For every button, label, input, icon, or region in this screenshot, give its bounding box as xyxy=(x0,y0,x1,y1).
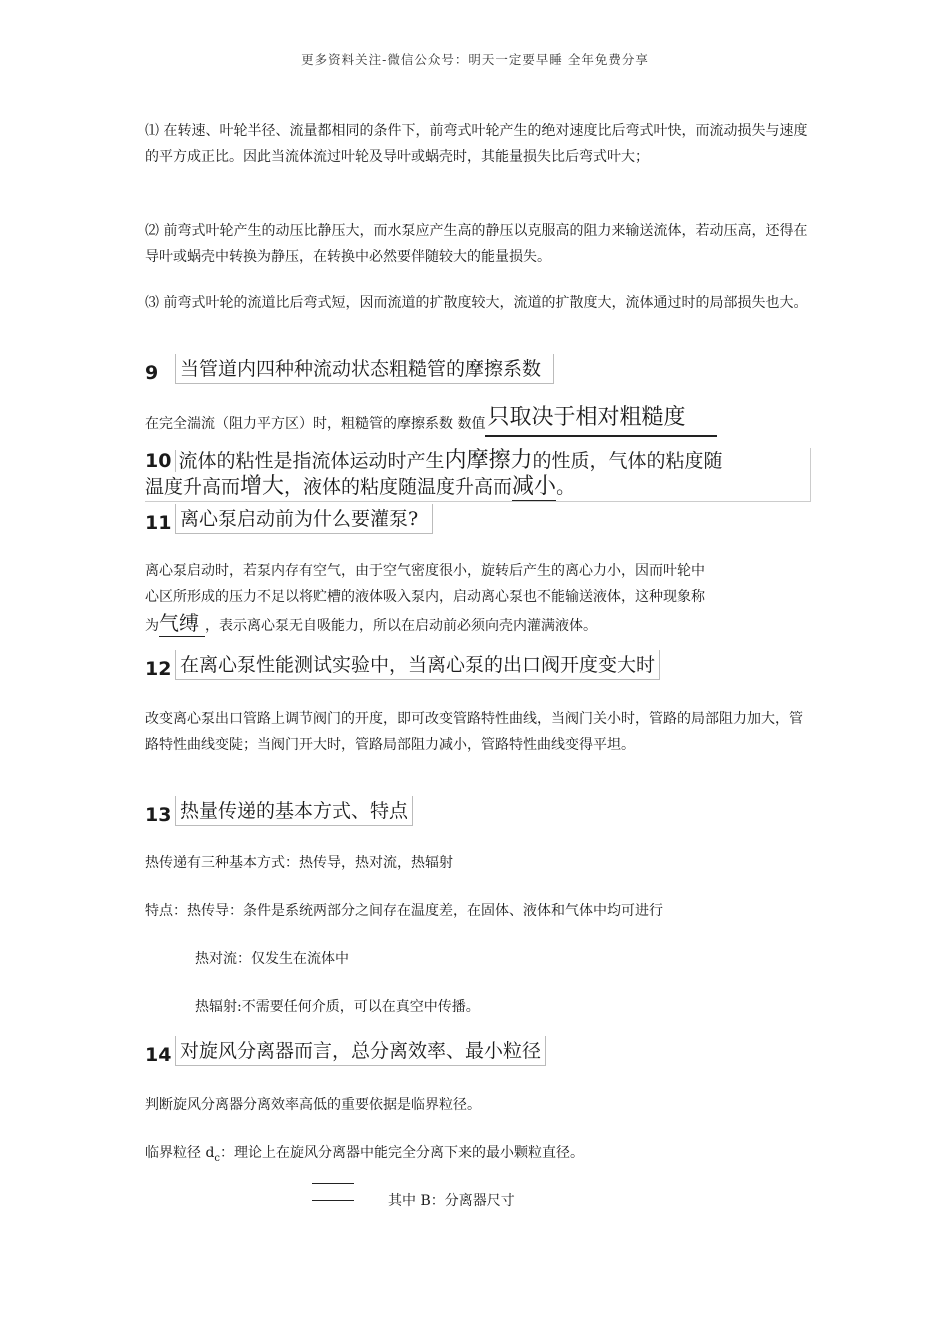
answer-13-line-3: 热对流：仅发生在流体中 xyxy=(195,951,349,967)
question-title: 对旋风分离器而言，总分离效率、最小粒径 xyxy=(175,1036,546,1066)
question-title: 在离心泵性能测试实验中，当离心泵的出口阀开度变大时 xyxy=(175,650,660,680)
question-title: 当管道内四种种流动状态粗糙管的摩擦系数 xyxy=(175,354,554,384)
answer-13-line-2: 特点：热传导：条件是系统两部分之间存在温度差，在固体、液体和气体中均可进行 xyxy=(145,903,663,919)
question-9 xyxy=(145,354,554,384)
paragraph-1: ⑴ 在转速、叶轮半径、流量都相同的条件下，前弯式叶轮产生的绝对速度比后弯式叶快，而流动损失与速度的平方成正比。因此当流体流过叶轮及导叶或蜗壳时，其能量损失比后弯式叶大； xyxy=(145,123,808,165)
question-text: 温度升高而 xyxy=(145,476,241,498)
answer-12: 改变离心泵出口管路上调节阀门的开度，即可改变管路特性曲线，当阀门关小时，管路的局部阻力加大，管路特性曲线变陡；当阀门开大时，管路局部阻力减小，管路特性曲线变得平坦。 xyxy=(145,711,803,753)
answer-text: 临界粒径 d xyxy=(145,1145,215,1161)
answer-text: ，表示离心泵无自吸能力，所以在启动前必须向壳内灌满液体。 xyxy=(205,618,597,634)
answer-11 xyxy=(145,558,810,639)
question-text: 的性质，气体的粘度随 xyxy=(532,450,723,472)
answer-line: 离心泵启动时，若泵内存有空气，由于空气密度很小，旋转后产生的离心力小，因而叶轮中 xyxy=(145,563,705,579)
question-number: 9 xyxy=(145,362,159,384)
question-text: 。 xyxy=(556,476,576,498)
question-title: 离心泵启动前为什么要灌泵? xyxy=(175,504,433,534)
question-10 xyxy=(145,448,811,502)
answer-14-line-3: 其中 B：分离器尺寸 xyxy=(388,1193,515,1209)
handwritten-answer: 内摩擦力 xyxy=(444,448,533,473)
page-header: 更多资料关注-微信公众号：明天一定要早睡 全年免费分享 xyxy=(301,52,649,67)
question-12 xyxy=(145,650,660,680)
question-number: 11 xyxy=(145,512,172,534)
formula-line xyxy=(312,1200,354,1201)
answer-13-line-4: 热辐射:不需要任何介质，可以在真空中传播。 xyxy=(195,999,480,1015)
handwritten-answer: 只取决于相对粗糙度 xyxy=(485,400,717,437)
question-title: 热量传递的基本方式、特点 xyxy=(175,796,413,826)
answer-14-line-2 xyxy=(145,1142,584,1164)
handwritten-answer: 增大 xyxy=(240,474,285,499)
formula-line xyxy=(312,1183,354,1184)
answer-13-line-1: 热传递有三种基本方式：热传导，热对流，热辐射 xyxy=(145,855,453,871)
question-11 xyxy=(145,504,433,534)
handwritten-answer: 减小 xyxy=(512,474,557,499)
question-text: ，液体的粘度随温度升高而 xyxy=(284,476,513,498)
question-number: 13 xyxy=(145,804,172,826)
answer-text: ：理论上在旋风分离器中能完全分离下来的最小颗粒直径。 xyxy=(220,1145,585,1161)
paragraph-3: ⑶ 前弯式叶轮的流道比后弯式短，因而流道的扩散度较大，流道的扩散度大，流体通过时的局部损失也大。 xyxy=(145,295,808,311)
answer-14-line-1: 判断旋风分离器分离效率高低的重要依据是临界粒径。 xyxy=(145,1097,481,1113)
question-text: 流体的粘性是指流体运动时产生 xyxy=(175,450,444,472)
question-number: 12 xyxy=(145,658,172,680)
answer-text: 为 xyxy=(145,618,159,634)
question-14 xyxy=(145,1036,546,1066)
question-number: 14 xyxy=(145,1044,172,1066)
question-13 xyxy=(145,796,413,826)
answer-line: 心区所形成的压力不足以将贮槽的液体吸入泵内，启动离心泵也不能输送液体，这种现象称 xyxy=(145,589,705,605)
subscript: c xyxy=(214,1152,221,1164)
question-number: 10 xyxy=(145,450,172,472)
paragraph-2: ⑵ 前弯式叶轮产生的动压比静压大，而水泵应产生高的静压以克服高的阻力来输送流体，若动压高，还得在导叶或蜗壳中转换为静压，在转换中必然要伴随较大的能量损失。 xyxy=(145,223,808,265)
answer-text: 在完全湍流（阻力平方区）时，粗糙管的摩擦系数 数值 xyxy=(145,416,486,432)
handwritten-answer: 气缚 xyxy=(159,610,205,637)
answer-9 xyxy=(145,400,717,437)
